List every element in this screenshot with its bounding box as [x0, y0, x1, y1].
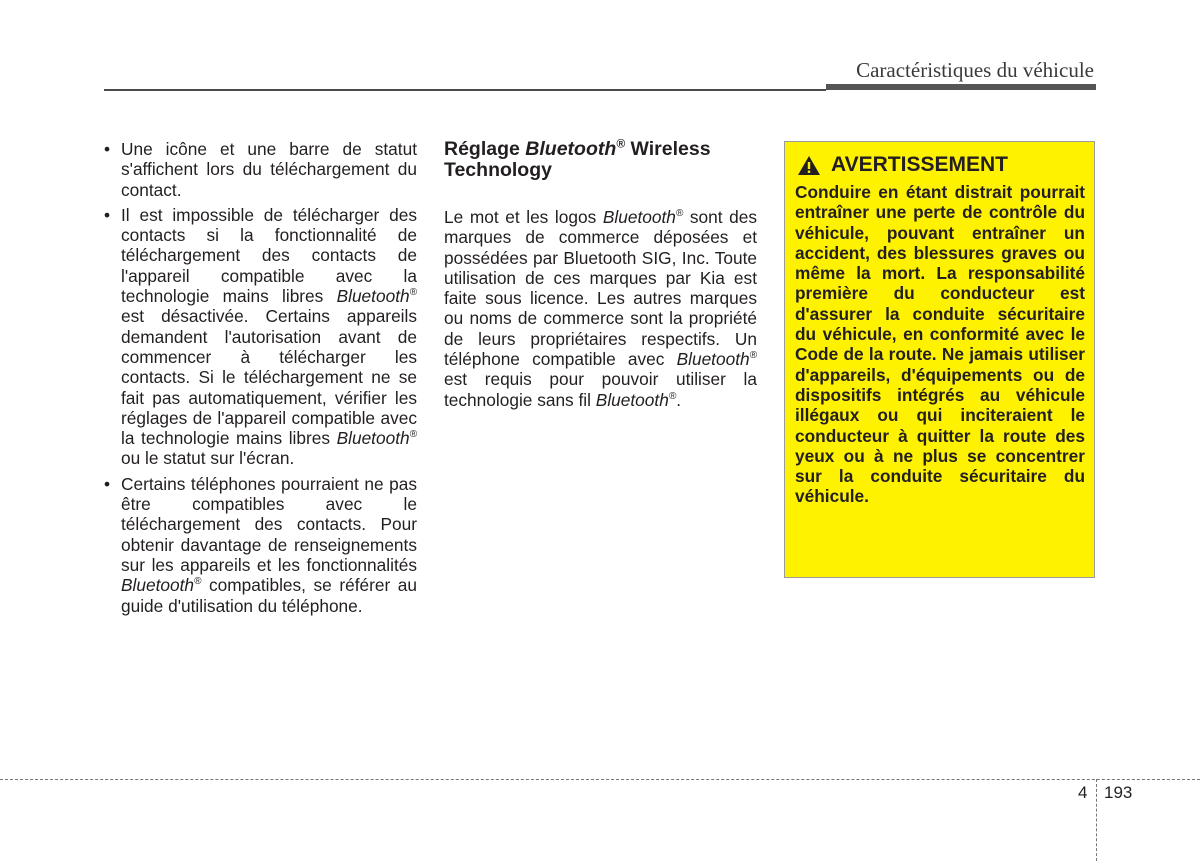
- page-header-title: Caractéristiques du véhicule: [856, 58, 1094, 82]
- bullet-item: • Il est impossible de télécharger des contacts si la fonctionnalité de téléchargement des contacts de l'appareil compatible avec la technologie mains libres Bluetooth® est désactivée. Certains appareils demandent l'autorisation avant de commencer à télécharger les contacts. Si le téléchargement ne se fait pas automatiquement, vérifier les réglages de l'appareil compatible avec la technologie mains libres Bluetooth® ou le statut sur l'écran.: [104, 205, 417, 469]
- section-title: Réglage Bluetooth® Wireless Technology: [444, 136, 711, 181]
- bullet-item: • Certains téléphones pourraient ne pas être compatibles avec le téléchargement des contacts. Pour obtenir davantage de renseignements sur les appareils et les fonctionnalités Bluetooth® compatibles, se référer au guide d'utilisation du téléphone.: [104, 474, 417, 616]
- warning-heading: AVERTISSEMENT: [797, 153, 1008, 177]
- registered-mark: ®: [409, 429, 417, 441]
- header-rule-accent: [826, 84, 1096, 90]
- brand-name: Bluetooth: [121, 575, 195, 596]
- header-rule: [104, 89, 826, 91]
- warning-text: Conduire en étant distrait pourrait entraîner une perte de contrôle du véhicule, pouvant entraîner un accident, des blessures graves ou même la mort. La responsabilité première du conducteur est d'assurer la conduite sécuritaire du véhicule, en conformité avec le Code de la route. Ne jamais utiliser d'appareils, d'équipements ou de dispositifs intégrés au véhicule illégaux ou qui inciteraient le conducteur à quitter la route des yeux ou à ne plus se concentrer sur la conduite sécuritaire du véhicule.: [795, 182, 1085, 507]
- chapter-number: 4: [1078, 783, 1088, 802]
- footer-divider: [0, 779, 1200, 780]
- middle-column: [444, 136, 757, 410]
- body-paragraph: Le mot et les logos Bluetooth® sont des marques de commerce déposées et possédées par Bluetooth SIG, Inc. Toute utilisation de ces marques par Kia est faite sous licence. Les autres marques ou noms de commerce sont la propriété de leurs propriétaires respectifs. Un téléphone compatible avec Bluetooth® est requis pour pouvoir utiliser la technologie sans fil Bluetooth®.: [444, 207, 757, 410]
- registered-mark: ®: [194, 576, 202, 588]
- footer-page-divider: [1096, 779, 1097, 861]
- left-column: [104, 139, 417, 621]
- bullet-item: • Une icône et une barre de statut s'affichent lors du téléchargement du contact.: [104, 139, 417, 200]
- brand-name: Bluetooth: [336, 428, 410, 449]
- registered-mark: ®: [409, 287, 417, 299]
- page-number: 193: [1104, 783, 1133, 802]
- warning-box: [784, 141, 1095, 578]
- warning-triangle-icon: [797, 155, 821, 176]
- bullet-list: [104, 139, 417, 616]
- brand-name: Bluetooth: [336, 286, 410, 307]
